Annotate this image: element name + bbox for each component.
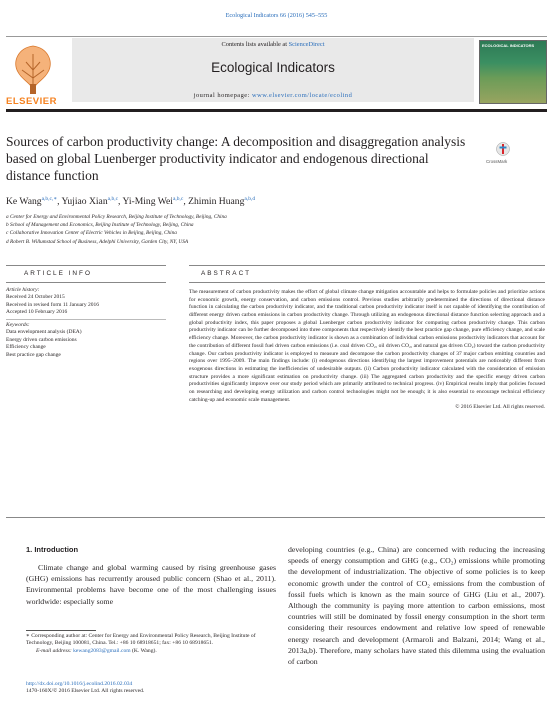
doi-link[interactable]: http://dx.doi.org/10.1016/j.ecolind.2016.02.034 — [26, 681, 133, 687]
abstract-body — [189, 289, 545, 412]
affiliation: c Collaborative Innovation Center of Electric Vehicles in Beijing, Beijing, China — [6, 230, 177, 237]
footnote-rule — [26, 630, 96, 631]
keywords-label: Keywords: — [6, 322, 30, 328]
contents-line — [72, 41, 474, 48]
article-info-heading: ARTICLE INFO — [24, 270, 92, 277]
intro-right-column — [288, 544, 545, 667]
journal-title: Ecological Indicators — [211, 60, 335, 75]
author[interactable]: Yi-Ming Wei — [122, 196, 173, 208]
author[interactable]: Zhimin Huang — [188, 196, 245, 208]
affiliation: a Center for Energy and Environmental Policy Research, Beijing Institute of Technology, Beijing, China — [6, 214, 227, 220]
homepage-prefix: journal homepage: — [193, 92, 253, 99]
section-heading-introduction: 1. Introduction — [26, 545, 79, 554]
affiliation: b School of Management and Economics, Beijing Institute of Technology, Beijing, China — [6, 222, 194, 229]
author-affiliation-marks[interactable]: a,b,c,∗ — [41, 196, 58, 202]
email-link[interactable]: kewang2083@gmail.com — [73, 647, 131, 654]
keyword: Efficiency change — [6, 344, 46, 351]
author-affiliation-marks[interactable]: a,b,c — [107, 196, 119, 202]
keyword: Data envelopment analysis (DEA) — [6, 329, 82, 336]
author-affiliation-marks[interactable]: a,b,c — [172, 196, 184, 202]
affiliations — [6, 213, 227, 246]
history-label: Article history: — [6, 287, 40, 293]
keywords — [6, 322, 166, 359]
abstract-text: The measurement of carbon productivity makes the effort of global climate change mitigation accountable and helps to formulate policies and prioritize actions for economic growth, energy conservation, and carbon emissions control. Previous studies arbitrarily predetermined the directions of directional distance function in calculating the carbon productivity indicator, and the traditional carbon productivity indicator itself is not capable of identifying the contribution of different energy driven carbon emissions in carbon productivity change. Through utilizing an endogenous directional distance function selecting approach and a global productivity index, this paper proposes a global Luenberger carbon productivity indicator for computing carbon productivity change. This carbon productivity indicator can be further decomposed into three components that respectively identify the best practice gap change, pure efficiency change, and scale efficiency change. Moreover, the carbon productivity indicator is shown as a combination of individual carbon emissions productivity indicators that account for the contribution of different fossil fuel driven carbon emissions (i.e. coal driven CO₂, oil driven CO₂, and natural gas driven CO₂) toward the carbon productivity change. Our carbon productivity indicator is employed to measure and decompose the carbon productivity changes of 37 major carbon emitting countries and regions over 1995–2009. The main findings include: (i) endogenous directions identifying the largest improvement potentials are noticeably different from exogenous directions in estimating the inefficiencies of undesirable outputs. (ii) Carbon productivity indicator calculated with the consideration of emission structure provides a more significant estimation on productivity change. (iii) The aggregated carbon productivity and the specific energy driven carbon productivities significantly improve over our study period which are primarily attributed to technical progress. (iv) Empirical results imply that policies focused on researching and developing energy utilization and carbon control technologies might not be enough; it is also essential to encourage technical efficiency catching-up and economic scale management. — [189, 289, 545, 403]
crossmark-icon[interactable] — [496, 142, 510, 156]
elsevier-tree-logo — [4, 40, 62, 102]
issn-line: 1470-160X/© 2016 Elsevier Ltd. All rights reserved. — [26, 688, 145, 695]
author[interactable]: Ke Wang — [6, 196, 42, 208]
doi-block — [26, 681, 276, 695]
divider — [6, 319, 166, 320]
crossmark-label: CrossMark — [486, 159, 508, 164]
history-entry: Received in revised form 11 January 2016 — [6, 301, 99, 308]
email-label: E-mail address: — [36, 647, 74, 654]
intro-paragraph: developing countries (e.g., China) are concerned with reducing the increasing speeds of energy consumption and GHG (e.g., CO₂) emissions while promoting the development of industrialization. The objective of some policies is to keep economic growth under the control of CO₂ emissions from the combustion of fossil fuels which is known as the main source of GHG (Liu et al., 2007). Although the community is paying more attention to carbon emissions, most countries will still be dominated by fossil energy consumption in the short term considering their resources endowment and relative low speed of renewable energy research and development (Armaroli and Balzani, 2014; Wang et al., 2013a,b). Therefore, many scholars have stated this dilemma using the evaluation of carbon — [288, 545, 545, 667]
journal-cover-image[interactable] — [479, 40, 547, 104]
history-entry: Accepted 10 February 2016 — [6, 309, 68, 316]
article-title: Sources of carbon productivity change: A decomposition and disaggregation analysis based on global Luenberger productivity indicator and endogenous directional distance function — [6, 134, 466, 183]
author-affiliation-marks[interactable]: a,b,d — [244, 196, 256, 202]
journal-reference[interactable]: Ecological Indicators 66 (2016) 545–555 — [225, 12, 328, 19]
history-entry: Received 24 October 2015 — [6, 294, 65, 301]
divider — [6, 265, 166, 266]
divider — [189, 282, 545, 283]
divider — [189, 265, 545, 266]
keyword: Energy driven carbon emissions — [6, 336, 77, 343]
cover-title: ECOLOGICAL INDICATORS — [482, 43, 535, 48]
corresponding-author-note: ∗ Corresponding author at: Center for Energy and Environmental Policy Research, Beijing Institute of Technology, Beijing 100081, China. Tel.: +86 10 68918651; fax: +86 10 68918651. — [26, 633, 256, 647]
divider — [6, 282, 166, 283]
divider — [6, 517, 545, 518]
footnote — [26, 633, 276, 655]
intro-left-column — [26, 562, 276, 607]
abstract-copyright: © 2016 Elsevier Ltd. All rights reserved. — [455, 404, 545, 411]
publisher-name[interactable]: ELSEVIER — [6, 96, 57, 107]
intro-paragraph: Climate change and global warming caused by rising greenhouse gases (GHG) emissions has recurrently aroused public concern (Shao et al., 2011). Environmental problems have become one of the most challenging issues worldwide: especially some — [26, 563, 276, 606]
sciencedirect-link[interactable]: ScienceDirect — [288, 41, 325, 48]
journal-homepage — [72, 92, 474, 99]
affiliation: d Robert B. Willumstad School of Business, Adelphi University, Garden City, NY, USA — [6, 238, 189, 245]
author[interactable]: Yujiao Xian — [61, 196, 108, 208]
contents-prefix: Contents lists available at — [221, 41, 289, 48]
article-history — [6, 287, 166, 317]
author-list: Ke Wang$^{a,b,c,∗}$, Yujiao Xian$^{a,b,c}$, Yi-Ming Wei$^{a,b,c}$, Zhimin Huang$^{a,b,d}$ — [6, 196, 256, 208]
homepage-link[interactable]: www.elsevier.com/locate/ecolind — [252, 92, 353, 99]
email-line — [26, 648, 276, 655]
email-suffix: (K. Wang). — [130, 647, 157, 654]
abstract-heading: ABSTRACT — [201, 270, 252, 277]
keyword: Best practice gap change — [6, 351, 61, 358]
